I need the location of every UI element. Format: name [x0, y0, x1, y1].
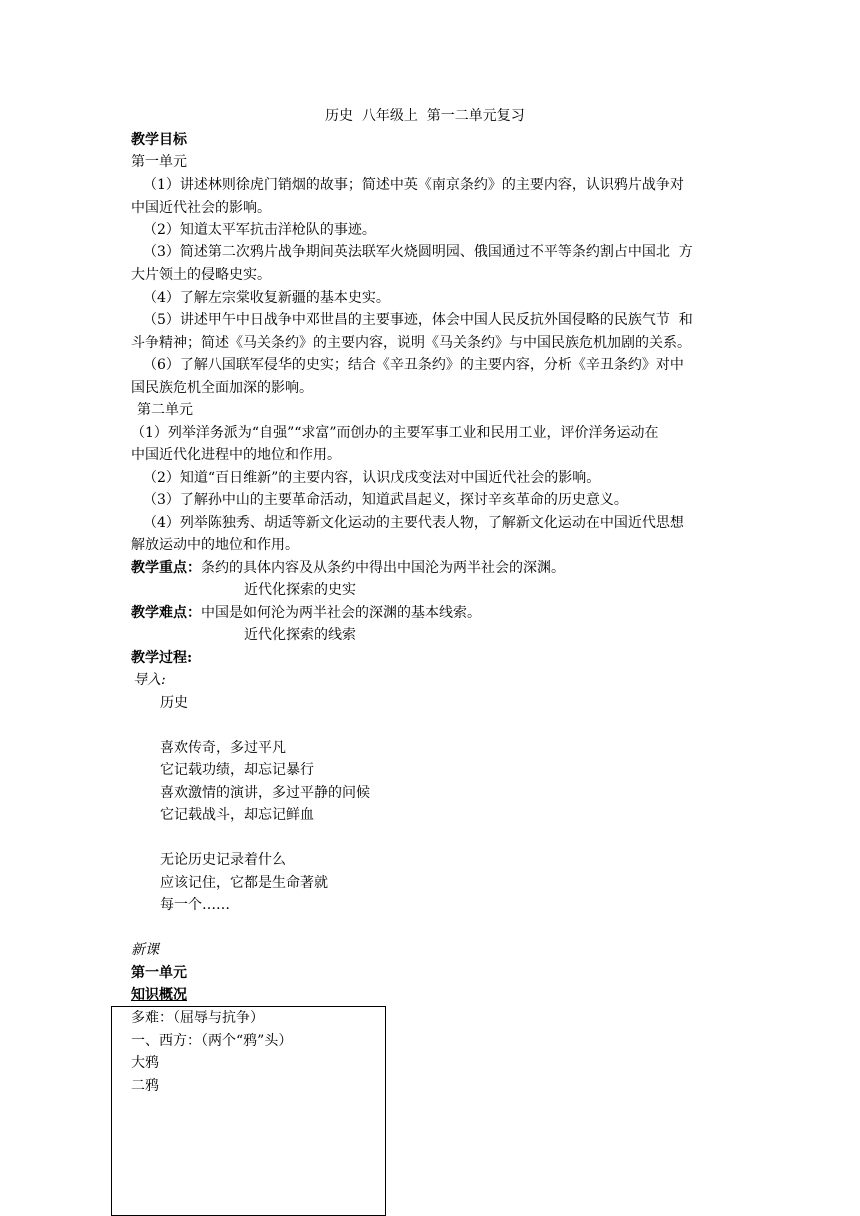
box-line: 二鸦 [131, 1078, 159, 1094]
poem-title: 历史 [160, 695, 188, 711]
difficulties-line2: 近代化探索的线索 [244, 627, 356, 643]
poem-line: 它记载战斗，却忘记鲜血 [160, 807, 314, 823]
new-lesson-unit-heading: 第一单元 [131, 965, 187, 981]
poem-line: 喜欢激情的演讲，多过平静的问候 [160, 785, 370, 801]
unit1-item5-line1: （5）讲述甲午中日战争中邓世昌的主要事迹，体会中国人民反抗外国侵略的民族气节 和 [143, 312, 693, 328]
poem-line: 喜欢传奇，多过平凡 [160, 740, 286, 756]
unit1-item3-line1: （3）简述第二次鸦片战争期间英法联军火烧圆明园、俄国通过不平等条约割占中国北 方 [143, 244, 693, 260]
unit1-item3-line2: 大片领土的侵略史实。 [131, 267, 271, 283]
unit2-item1-line1: （1）列举洋务派为“自强”“求富”而创办的主要军事工业和民用工业，评价洋务运动在 [131, 425, 659, 441]
difficulties-label: 教学难点： [131, 605, 201, 621]
knowledge-box [111, 1006, 386, 1216]
difficulties-line1: 中国是如何沦为两半社会的深渊的基本线索。 [201, 605, 481, 621]
poem-line: 它记载功绩，却忘记暴行 [160, 762, 314, 778]
unit1-item1-line2: 中国近代社会的影响。 [131, 200, 271, 216]
unit2-heading: 第二单元 [137, 402, 193, 418]
goals-heading: 教学目标 [131, 132, 187, 148]
unit1-item4: （4）了解左宗棠收复新疆的基本史实。 [143, 290, 390, 306]
box-line: 多难：（屈辱与抗争） [131, 1010, 264, 1026]
difficulties [131, 604, 481, 622]
unit2-item1-line2: 中国近代化进程中的地位和作用。 [131, 447, 341, 463]
process-heading: 教学过程: [131, 650, 193, 666]
key-points-label: 教学重点： [131, 560, 201, 576]
key-points [131, 559, 565, 577]
unit1-item5-line2: 斗争精神；简述《马关条约》的主要内容，说明《马关条约》与中国民族危机加剧的关系。 [131, 335, 691, 351]
overview-heading: 知识概况 [131, 987, 187, 1003]
unit1-item2: （2）知道太平军抗击洋枪队的事迹。 [143, 222, 376, 238]
unit2-item4-line1: （4）列举陈独秀、胡适等新文化运动的主要代表人物，了解新文化运动在中国近代思想 [143, 515, 684, 531]
key-points-line1: 条约的具体内容及从条约中得出中国沦为两半社会的深渊。 [201, 560, 565, 576]
key-points-line2: 近代化探索的史实 [244, 582, 356, 598]
unit1-item6-line2: 国民族危机全面加深的影响。 [131, 380, 313, 396]
box-line: 一、西方：（两个“鸦”头） [131, 1033, 293, 1049]
unit1-item1-line1: （1）讲述林则徐虎门销烟的故事；简述中英《南京条约》的主要内容，认识鸦片战争对 [143, 177, 684, 193]
new-lesson-label: 新课 [131, 942, 159, 958]
unit2-item2: （2）知道“百日维新”的主要内容，认识戊戌变法对中国近代社会的影响。 [143, 470, 601, 486]
poem-line: 应该记住，它都是生命著就 [160, 875, 328, 891]
intro-label: 导入: [133, 672, 166, 688]
unit2-item4-line2: 解放运动中的地位和作用。 [131, 537, 299, 553]
poem-line: 无论历史记录着什么 [160, 852, 286, 868]
poem-line: 每一个…… [160, 897, 230, 913]
document-title: 历史 八年级上 第一二单元复习 [325, 108, 525, 124]
unit2-item3: （3）了解孙中山的主要革命活动，知道武昌起义，探讨辛亥革命的历史意义。 [143, 492, 628, 508]
box-line: 大鸦 [131, 1055, 159, 1071]
unit1-heading: 第一单元 [131, 154, 187, 170]
unit1-item6-line1: （6）了解八国联军侵华的史实；结合《辛丑条约》的主要内容，分析《辛丑条约》对中 [143, 357, 684, 373]
